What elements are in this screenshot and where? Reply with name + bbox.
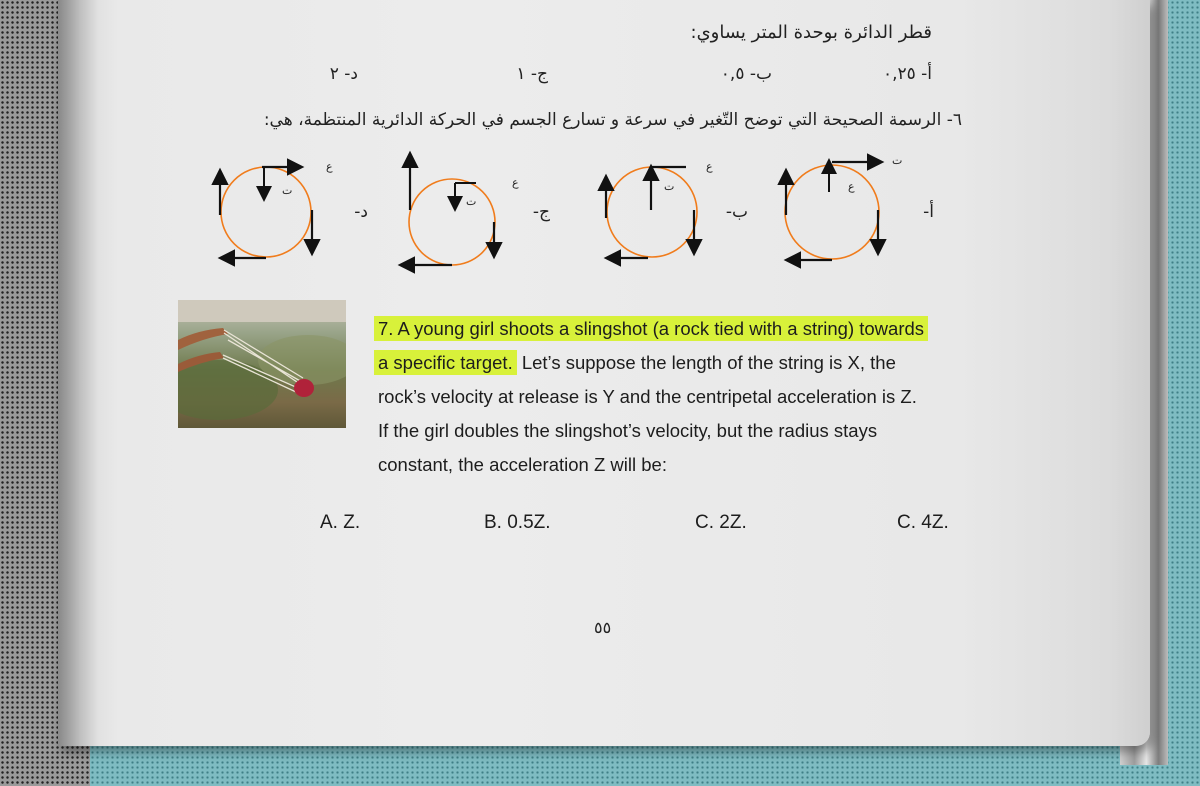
question-text-2: Let’s suppose the length of the string is X, the	[516, 352, 896, 373]
label-a-4: ع	[326, 161, 333, 173]
question-text-5: constant, the acceleration Z will be:	[378, 454, 667, 475]
option-c: C. 2Z.	[695, 512, 747, 533]
label-t-4: ت	[282, 185, 293, 197]
option-b: B. 0.5Z.	[484, 512, 551, 533]
label-a-2: ع	[706, 161, 713, 173]
q6-question-line: ٦- الرسمة الصحيحة التي توضح التّغير في سرعة و تسارع الجسم في الحركة الدائرية المنتظمة، هي:	[263, 110, 962, 130]
q6-label-d: د-	[354, 202, 368, 222]
q6-label-a: أ-	[923, 202, 934, 222]
q5-option-a: أ- ٠,٢٥	[882, 64, 932, 84]
diagram-option-b	[606, 161, 713, 258]
highlighted-text-1: 7. A young girl shoots a slingshot (a rock tied with a string) towards	[374, 316, 928, 341]
question-text-4: If the girl doubles the slingshot’s velocity, but the radius stays	[378, 420, 878, 441]
q6-label-c: ج-	[532, 202, 550, 222]
q5-option-c: ج- ١	[516, 64, 548, 84]
label-a-3: ع	[512, 177, 519, 189]
slingshot-photo	[178, 300, 346, 428]
diagram-option-d	[220, 161, 333, 258]
diagram-option-a	[785, 155, 902, 260]
option-a: A. Z.	[320, 512, 361, 533]
label-t-2: ت	[664, 181, 675, 193]
q6-label-b: ب-	[725, 202, 748, 222]
label-t-1: ت	[892, 155, 903, 167]
q5-option-b: ب- ٠,٥	[720, 64, 772, 84]
q5-option-d: د- ٢	[329, 64, 358, 84]
label-t-3: ت	[466, 196, 477, 208]
question-7	[378, 312, 1018, 482]
diagram-option-c	[402, 155, 519, 265]
page-number: ٥٥	[594, 620, 612, 637]
highlighted-text-2: a specific target.	[374, 350, 517, 375]
option-d: C. 4Z.	[897, 512, 949, 533]
question-text-3: rock’s velocity at release is Y and the centripetal acceleration is Z.	[378, 386, 917, 407]
label-a-1: ع	[848, 181, 855, 193]
arabic-question-line: قطر الدائرة بوحدة المتر يساوي:	[690, 22, 932, 43]
